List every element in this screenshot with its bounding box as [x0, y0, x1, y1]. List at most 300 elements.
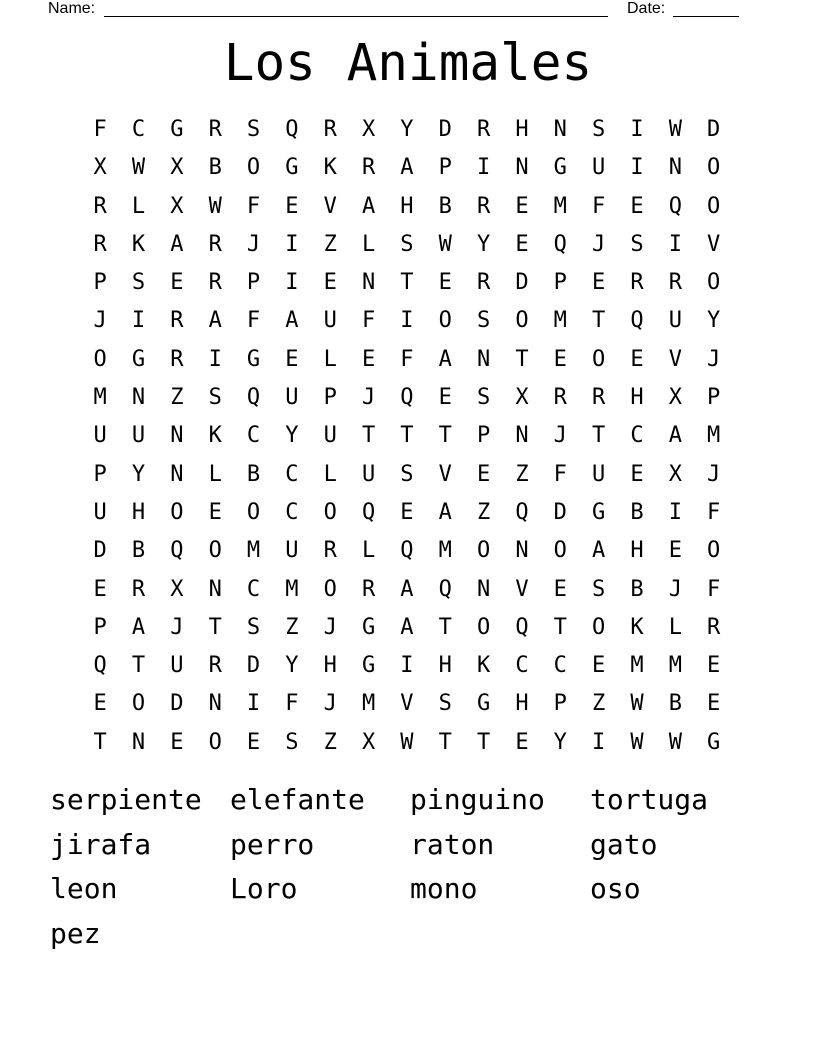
grid-cell: C — [246, 576, 261, 602]
word-bank-item: pinguino — [410, 783, 545, 816]
page-title: Los Animales — [223, 34, 593, 93]
grid-cell: J — [553, 423, 567, 449]
grid-cell: E — [592, 270, 606, 296]
grid-cell: E — [707, 691, 721, 717]
grid-cell: L — [323, 461, 337, 487]
grid-cell: O — [553, 538, 567, 564]
grid-cell: T — [208, 614, 222, 640]
grid-cell: V — [707, 231, 721, 257]
grid-cell: O — [246, 499, 261, 525]
grid-cell: G — [361, 653, 376, 679]
grid-cell: R — [323, 117, 337, 142]
grid-cell: H — [515, 117, 529, 142]
grid-cell: X — [170, 576, 184, 602]
word-bank-item: perro — [230, 827, 315, 861]
grid-cell: G — [476, 691, 491, 717]
grid-cell: S — [476, 308, 491, 334]
grid-cell: L — [361, 538, 376, 564]
grid-cell: I — [246, 691, 261, 717]
grid-cell: T — [438, 729, 452, 755]
grid-row — [81, 724, 735, 762]
grid-cell: X — [668, 461, 682, 487]
grid-cell: N — [170, 461, 184, 487]
grid-cell: H — [438, 653, 452, 679]
grid-cell: R — [208, 117, 222, 142]
grid-cell: C — [285, 499, 299, 525]
grid-cell: Z — [285, 614, 299, 640]
grid-cell: G — [553, 155, 567, 181]
grid-cell: O — [476, 538, 491, 564]
grid-cell: X — [515, 385, 529, 411]
grid-cell: Q — [170, 538, 184, 564]
grid-cell: H — [630, 538, 644, 564]
grid-cell: J — [246, 231, 261, 257]
grid-cell: R — [170, 308, 184, 334]
grid-cell: U — [285, 385, 299, 411]
grid-cell: X — [361, 117, 376, 142]
grid-cell: J — [361, 385, 376, 411]
grid-cell: C — [285, 461, 299, 487]
grid-cell: Q — [630, 308, 644, 334]
grid-cell: X — [93, 155, 107, 181]
word-bank-item: Loro — [230, 872, 298, 906]
grid-cell: I — [400, 653, 414, 679]
grid-cell: I — [285, 270, 299, 296]
grid-cell: M — [285, 576, 299, 602]
word-bank-item: serpiente — [50, 783, 202, 816]
grid-cell: P — [476, 423, 491, 449]
grid-cell: S — [400, 231, 414, 257]
grid-cell: R — [630, 270, 644, 296]
grid-cell: F — [592, 193, 606, 219]
grid-cell: N — [208, 691, 222, 717]
grid-cell: B — [630, 576, 644, 602]
grid-cell: I — [630, 117, 644, 142]
grid-cell: I — [592, 729, 606, 755]
grid-cell: I — [285, 231, 299, 257]
grid-cell: R — [93, 231, 107, 257]
grid-cell: E — [361, 346, 376, 372]
grid-cell: W — [630, 691, 644, 717]
grid-cell: S — [438, 691, 452, 717]
grid-cell: V — [438, 461, 452, 487]
grid-cell: A — [208, 308, 222, 334]
grid-row — [81, 417, 735, 455]
grid-row — [81, 379, 735, 417]
grid-cell: H — [131, 499, 146, 525]
grid-cell: Z — [170, 385, 184, 411]
grid-cell: P — [93, 461, 107, 487]
grid-cell: K — [630, 614, 644, 640]
grid-cell: T — [438, 423, 452, 449]
grid-cell: U — [323, 423, 337, 449]
grid-cell: O — [93, 346, 107, 372]
grid-cell: B — [438, 193, 452, 219]
grid-cell: N — [515, 423, 529, 449]
word-bank-item: tortuga — [590, 783, 709, 816]
grid-cell: T — [400, 270, 414, 296]
grid-cell: E — [630, 193, 644, 219]
grid-cell: O — [707, 538, 721, 564]
grid-cell: O — [131, 691, 146, 717]
grid-cell: I — [131, 308, 146, 334]
grid-cell: Q — [438, 576, 452, 602]
grid-cell: U — [93, 423, 107, 449]
grid-cell: M — [553, 308, 567, 334]
grid-cell: E — [592, 653, 606, 679]
grid-cell: J — [592, 231, 606, 257]
grid-row — [81, 609, 735, 647]
grid-cell: L — [668, 614, 682, 640]
grid-cell: S — [592, 117, 606, 142]
grid-cell: U — [668, 308, 682, 334]
grid-cell: Q — [93, 653, 107, 679]
grid-cell: Q — [361, 499, 376, 525]
grid-cell: Y — [707, 308, 721, 334]
grid-cell: N — [131, 385, 146, 411]
grid-cell: F — [553, 461, 567, 487]
grid-cell: E — [400, 499, 414, 525]
grid-cell: X — [170, 193, 184, 219]
grid-cell: E — [246, 729, 261, 755]
grid-cell: Q — [246, 385, 261, 411]
grid-cell: A — [400, 155, 414, 181]
grid-cell: N — [668, 155, 682, 181]
grid-cell: U — [592, 155, 606, 181]
grid-cell: F — [246, 308, 261, 334]
grid-cell: F — [361, 308, 376, 334]
grid-cell: H — [323, 653, 337, 679]
grid-cell: L — [131, 193, 146, 219]
grid-cell: I — [668, 499, 682, 525]
grid-cell: E — [515, 231, 529, 257]
grid-cell: G — [170, 117, 184, 142]
word-bank-item: gato — [590, 827, 658, 861]
grid-cell: T — [515, 346, 529, 372]
grid-cell: M — [246, 538, 261, 564]
grid-cell: A — [361, 193, 376, 219]
grid-cell: F — [707, 576, 721, 602]
grid-cell: P — [553, 270, 567, 296]
grid-cell: N — [361, 270, 376, 296]
grid-cell: L — [361, 231, 376, 257]
grid-cell: N — [515, 538, 529, 564]
grid-cell: H — [630, 385, 644, 411]
grid-cell: T — [592, 423, 606, 449]
grid-cell: K — [476, 653, 491, 679]
grid-cell: A — [438, 346, 452, 372]
grid-cell: O — [707, 270, 721, 296]
grid-cell: K — [131, 231, 146, 257]
grid-cell: O — [208, 729, 222, 755]
word-bank — [50, 780, 770, 959]
letter-grid — [81, 111, 735, 762]
grid-cell: C — [131, 117, 146, 142]
grid-cell: B — [668, 691, 682, 717]
grid-cell: O — [515, 308, 529, 334]
grid-cell: F — [285, 691, 299, 717]
grid-cell: G — [361, 614, 376, 640]
grid-cell: M — [93, 385, 107, 411]
grid-cell: U — [592, 461, 606, 487]
grid-cell: D — [515, 270, 529, 296]
grid-cell: O — [592, 346, 606, 372]
grid-cell: T — [476, 729, 491, 755]
grid-cell: A — [285, 308, 299, 334]
grid-cell: P — [438, 155, 452, 181]
grid-cell: N — [476, 346, 491, 372]
grid-cell: S — [246, 117, 261, 142]
grid-cell: T — [592, 308, 606, 334]
grid-cell: E — [438, 270, 452, 296]
grid-cell: A — [131, 614, 146, 640]
grid-cell: R — [476, 117, 491, 142]
grid-cell: T — [400, 423, 414, 449]
grid-cell: P — [553, 691, 567, 717]
grid-cell: I — [400, 308, 414, 334]
name-label: Name: — [48, 0, 96, 17]
grid-cell: U — [170, 653, 184, 679]
grid-cell: Y — [400, 117, 414, 142]
grid-cell: P — [246, 270, 261, 296]
grid-cell: R — [170, 346, 184, 372]
grid-cell: T — [93, 729, 107, 755]
grid-cell: U — [93, 499, 107, 525]
grid-cell: Q — [285, 117, 299, 142]
grid-cell: B — [208, 155, 222, 181]
grid-cell: Q — [515, 614, 529, 640]
grid-cell: A — [400, 614, 414, 640]
grid-cell: T — [553, 614, 567, 640]
grid-cell: F — [246, 193, 261, 219]
grid-row — [81, 226, 735, 264]
grid-cell: F — [93, 117, 107, 142]
grid-cell: E — [323, 270, 337, 296]
grid-cell: N — [131, 729, 146, 755]
grid-row — [81, 532, 735, 570]
grid-cell: X — [170, 155, 184, 181]
grid-cell: G — [285, 155, 299, 181]
date-blank-line — [673, 16, 739, 17]
grid-cell: G — [592, 499, 606, 525]
grid-row — [81, 149, 735, 187]
grid-cell: L — [208, 461, 222, 487]
grid-cell: O — [476, 614, 491, 640]
grid-cell: W — [208, 193, 222, 219]
grid-cell: G — [131, 346, 146, 372]
grid-cell: W — [438, 231, 452, 257]
grid-cell: D — [246, 653, 261, 679]
grid-cell: R — [208, 653, 222, 679]
grid-cell: E — [630, 346, 644, 372]
grid-cell: I — [208, 346, 222, 372]
grid-cell: E — [93, 691, 107, 717]
grid-cell: P — [93, 270, 107, 296]
grid-cell: P — [707, 385, 721, 411]
grid-cell: T — [361, 423, 376, 449]
grid-cell: E — [438, 385, 452, 411]
grid-cell: T — [438, 614, 452, 640]
grid-row — [81, 188, 735, 226]
grid-cell: Y — [285, 423, 299, 449]
word-bank-item: leon — [50, 872, 118, 906]
grid-cell: C — [630, 423, 644, 449]
grid-cell: J — [707, 461, 721, 487]
grid-cell: S — [630, 231, 644, 257]
grid-cell: K — [323, 155, 337, 181]
grid-cell: N — [476, 576, 491, 602]
grid-cell: Y — [553, 729, 567, 755]
grid-cell: Q — [553, 231, 567, 257]
grid-cell: Y — [131, 461, 146, 487]
grid-cell: C — [515, 653, 529, 679]
grid-cell: V — [515, 576, 529, 602]
grid-cell: O — [208, 538, 222, 564]
grid-cell: T — [131, 653, 146, 679]
grid-cell: A — [592, 538, 606, 564]
grid-cell: Z — [476, 499, 491, 525]
grid-cell: A — [170, 231, 184, 257]
grid-cell: H — [515, 691, 529, 717]
grid-cell: A — [668, 423, 682, 449]
grid-cell: Y — [285, 653, 299, 679]
grid-cell: E — [93, 576, 107, 602]
grid-cell: O — [323, 499, 337, 525]
grid-cell: Z — [323, 729, 337, 755]
grid-cell: Q — [400, 385, 414, 411]
grid-cell: U — [323, 308, 337, 334]
grid-row — [81, 302, 735, 340]
grid-cell: J — [668, 576, 682, 602]
grid-cell: S — [476, 385, 491, 411]
grid-cell: D — [170, 691, 184, 717]
grid-cell: B — [630, 499, 644, 525]
grid-cell: D — [438, 117, 452, 142]
grid-cell: O — [170, 499, 184, 525]
grid-cell: W — [131, 155, 146, 181]
grid-cell: E — [285, 346, 299, 372]
grid-cell: M — [438, 538, 452, 564]
grid-cell: O — [246, 155, 261, 181]
grid-row — [81, 341, 735, 379]
grid-cell: N — [170, 423, 184, 449]
grid-cell: S — [131, 270, 146, 296]
grid-cell: R — [476, 270, 491, 296]
grid-cell: P — [323, 385, 337, 411]
grid-cell: B — [246, 461, 261, 487]
grid-cell: X — [668, 385, 682, 411]
grid-cell: V — [323, 193, 337, 219]
word-bank-item: pez — [50, 917, 101, 951]
grid-cell: R — [131, 576, 146, 602]
name-blank-line — [104, 16, 608, 17]
grid-cell: D — [93, 538, 107, 564]
grid-cell: W — [630, 729, 644, 755]
grid-cell: D — [707, 117, 721, 142]
grid-cell: E — [707, 653, 721, 679]
grid-cell: A — [438, 499, 452, 525]
grid-cell: R — [476, 193, 491, 219]
grid-cell: S — [285, 729, 299, 755]
grid-cell: S — [208, 385, 222, 411]
word-bank-item: elefante — [230, 783, 365, 816]
grid-cell: A — [400, 576, 414, 602]
grid-row — [81, 685, 735, 723]
grid-cell: R — [668, 270, 682, 296]
grid-cell: O — [438, 308, 452, 334]
grid-cell: K — [208, 423, 222, 449]
grid-cell: S — [400, 461, 414, 487]
grid-cell: E — [208, 499, 222, 525]
grid-cell: F — [400, 346, 414, 372]
grid-cell: R — [208, 270, 222, 296]
grid-cell: M — [361, 691, 376, 717]
grid-cell: Z — [515, 461, 529, 487]
grid-cell: I — [630, 155, 644, 181]
grid-cell: R — [93, 193, 107, 219]
grid-row — [81, 264, 735, 302]
grid-cell: M — [553, 193, 567, 219]
grid-cell: R — [592, 385, 606, 411]
word-bank-item: jirafa — [50, 827, 152, 861]
grid-cell: S — [592, 576, 606, 602]
grid-cell: G — [707, 729, 721, 755]
grid-cell: H — [400, 193, 414, 219]
grid-cell: G — [246, 346, 261, 372]
grid-cell: Q — [400, 538, 414, 564]
grid-row — [81, 456, 735, 494]
grid-cell: R — [361, 576, 376, 602]
grid-cell: E — [630, 461, 644, 487]
grid-cell: S — [246, 614, 261, 640]
grid-cell: O — [707, 193, 721, 219]
grid-cell: M — [707, 423, 721, 449]
grid-cell: O — [707, 155, 721, 181]
grid-cell: E — [170, 729, 184, 755]
grid-cell: J — [323, 614, 337, 640]
word-bank-item: raton — [410, 827, 495, 861]
grid-cell: E — [476, 461, 491, 487]
grid-cell: Y — [476, 231, 491, 257]
grid-cell: J — [323, 691, 337, 717]
grid-cell: B — [131, 538, 146, 564]
grid-cell: O — [592, 614, 606, 640]
grid-cell: W — [668, 729, 682, 755]
grid-cell: W — [400, 729, 414, 755]
grid-cell: D — [553, 499, 567, 525]
grid-cell: M — [668, 653, 682, 679]
grid-cell: M — [630, 653, 644, 679]
grid-cell: R — [323, 538, 337, 564]
grid-cell: J — [170, 614, 184, 640]
grid-cell: R — [361, 155, 376, 181]
date-label: Date: — [627, 0, 666, 17]
grid-cell: I — [476, 155, 491, 181]
grid-cell: C — [246, 423, 261, 449]
grid-cell: N — [553, 117, 567, 142]
grid-cell: U — [285, 538, 299, 564]
grid-row — [81, 494, 735, 532]
grid-cell: N — [208, 576, 222, 602]
grid-cell: R — [208, 231, 222, 257]
grid-cell: W — [668, 117, 682, 142]
grid-cell: R — [707, 614, 721, 640]
grid-cell: E — [515, 193, 529, 219]
grid-cell: J — [707, 346, 721, 372]
grid-cell: N — [515, 155, 529, 181]
word-bank-item: mono — [410, 872, 478, 906]
grid-cell: V — [668, 346, 682, 372]
